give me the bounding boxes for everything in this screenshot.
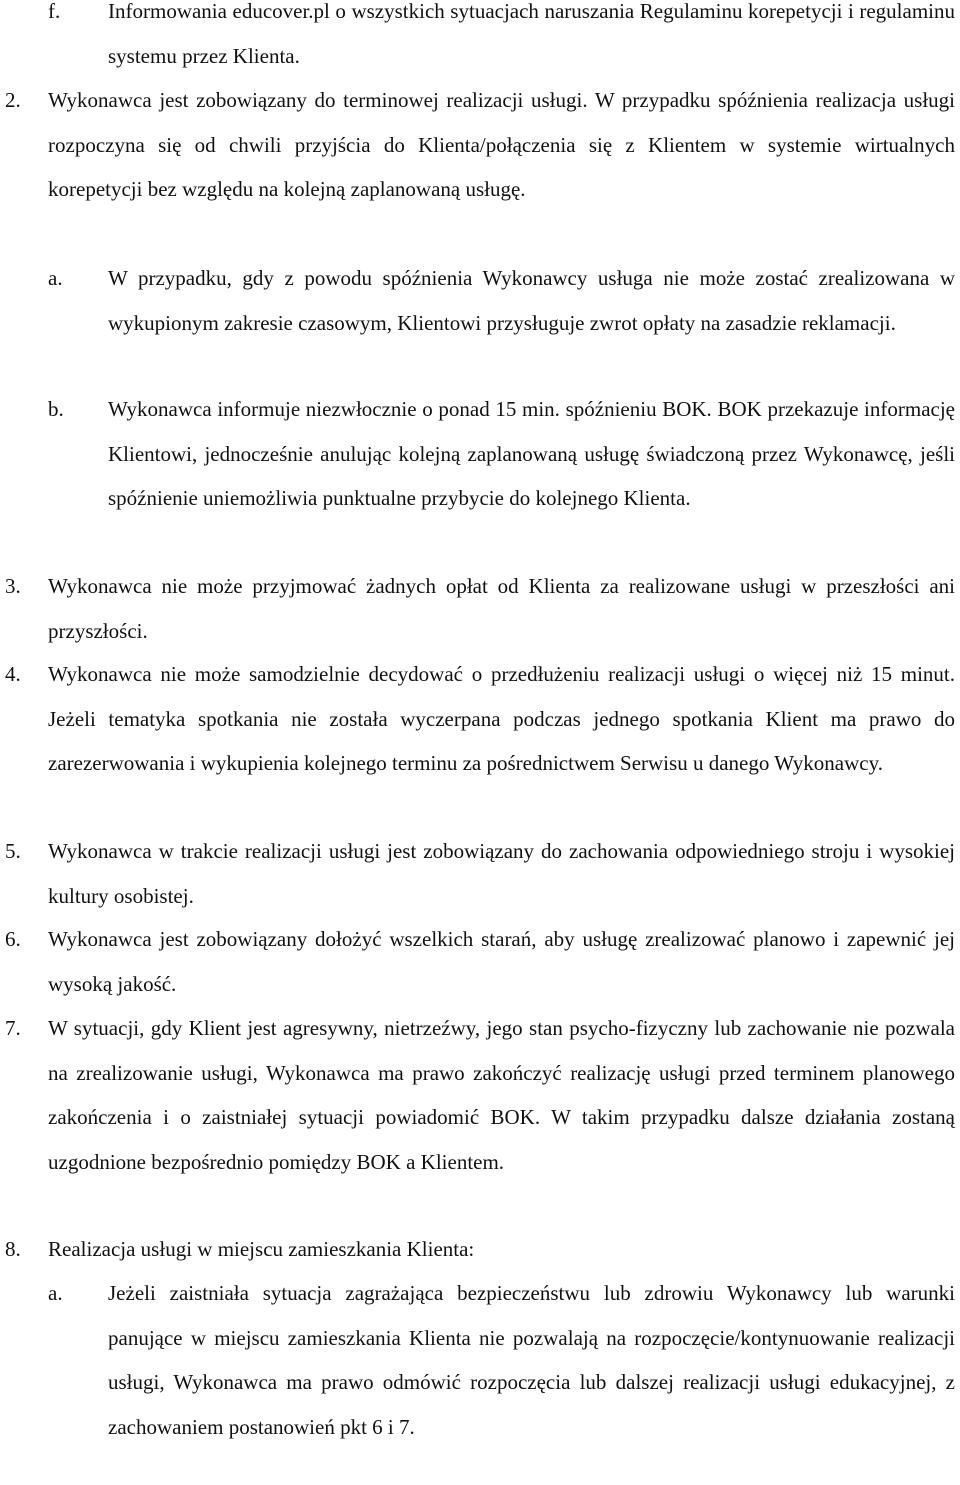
item-marker: a. bbox=[48, 1281, 63, 1305]
item-marker: b. bbox=[48, 397, 64, 421]
list-item: Wykonawca informuje niezwłocznie o ponad 15 min. spóźnieniu BOK. BOK przekazuje informację Klientowi, jednocześnie anulując kolejną zaplanowaną usługę świadczoną przez Wykonawcę, jeśli spóźnienie uniemożliwia punktualne przybycie do kolejnego Klienta. bbox=[108, 397, 955, 510]
list-item: Wykonawca w trakcie realizacji usługi jest zobowiązany do zachowania odpowiedniego stroju i wysokiej kultury osobistej. bbox=[48, 839, 955, 908]
list-item: Wykonawca nie może przyjmować żadnych opłat od Klienta za realizowane usługi w przeszłości ani przyszłości. bbox=[48, 574, 955, 643]
list-item: Jeżeli zaistniała sytuacja zagrażająca bezpieczeństwu lub zdrowiu Wykonawcy lub warunki panujące w miejscu zamieszkania Klienta nie pozwalają na rozpoczęcie/kontynuowanie realizacji usługi, Wykonawca ma prawo odmówić rozpoczęcia lub dalszej realizacji usługi edukacyjnej, z zachowaniem postanowień pkt 6 i 7. bbox=[108, 1281, 955, 1439]
item-marker: a. bbox=[48, 266, 63, 290]
list-item: Wykonawca nie może samodzielnie decydować o przedłużeniu realizacji usługi o więcej niż 15 minut. Jeżeli tematyka spotkania nie została wyczerpana podczas jednego spotkania Klient ma prawo do zarezerwowania i wykupienia kolejnego terminu za pośrednictwem Serwisu u danego Wykonawcy. bbox=[48, 662, 955, 775]
item-marker: 2. bbox=[5, 88, 21, 112]
list-item: Realizacja usługi w miejscu zamieszkania Klienta: bbox=[48, 1237, 475, 1261]
item-marker: f. bbox=[48, 0, 61, 23]
item-marker: 3. bbox=[5, 574, 21, 598]
item-marker: 6. bbox=[5, 927, 21, 951]
item-marker: 8. bbox=[5, 1237, 21, 1261]
item-marker: 7. bbox=[5, 1016, 21, 1040]
item-marker: 5. bbox=[5, 839, 21, 863]
list-item: W przypadku, gdy z powodu spóźnienia Wykonawcy usługa nie może zostać zrealizowana w wykupionym zakresie czasowym, Klientowi przysługuje zwrot opłaty na zasadzie reklamacji. bbox=[108, 266, 955, 335]
list-item: W sytuacji, gdy Klient jest agresywny, nietrzeźwy, jego stan psycho-fizyczny lub zachowanie nie pozwala na zrealizowanie usługi, Wykonawca ma prawo zakończyć realizację usługi przed terminem planowego zakończenia i o zaistniałej sytuacji powiadomić BOK. W takim przypadku dalsze działania zostaną uzgodnione bezpośrednio pomiędzy BOK a Klientem. bbox=[48, 1016, 955, 1174]
item-marker: 4. bbox=[5, 662, 21, 686]
list-item: Informowania educover.pl o wszystkich sytuacjach naruszania Regulaminu korepetycji i regulaminu systemu przez Klienta. bbox=[108, 0, 955, 68]
list-item: Wykonawca jest zobowiązany do terminowej realizacji usługi. W przypadku spóźnienia realizacja usługi rozpoczyna się od chwili przyjścia do Klienta/połączenia się z Klientem w systemie wirtualnych korepetycji bez względu na kolejną zaplanowaną usługę. bbox=[48, 88, 955, 201]
list-item: Wykonawca jest zobowiązany dołożyć wszelkich starań, aby usługę zrealizować planowo i zapewnić jej wysoką jakość. bbox=[48, 927, 955, 996]
